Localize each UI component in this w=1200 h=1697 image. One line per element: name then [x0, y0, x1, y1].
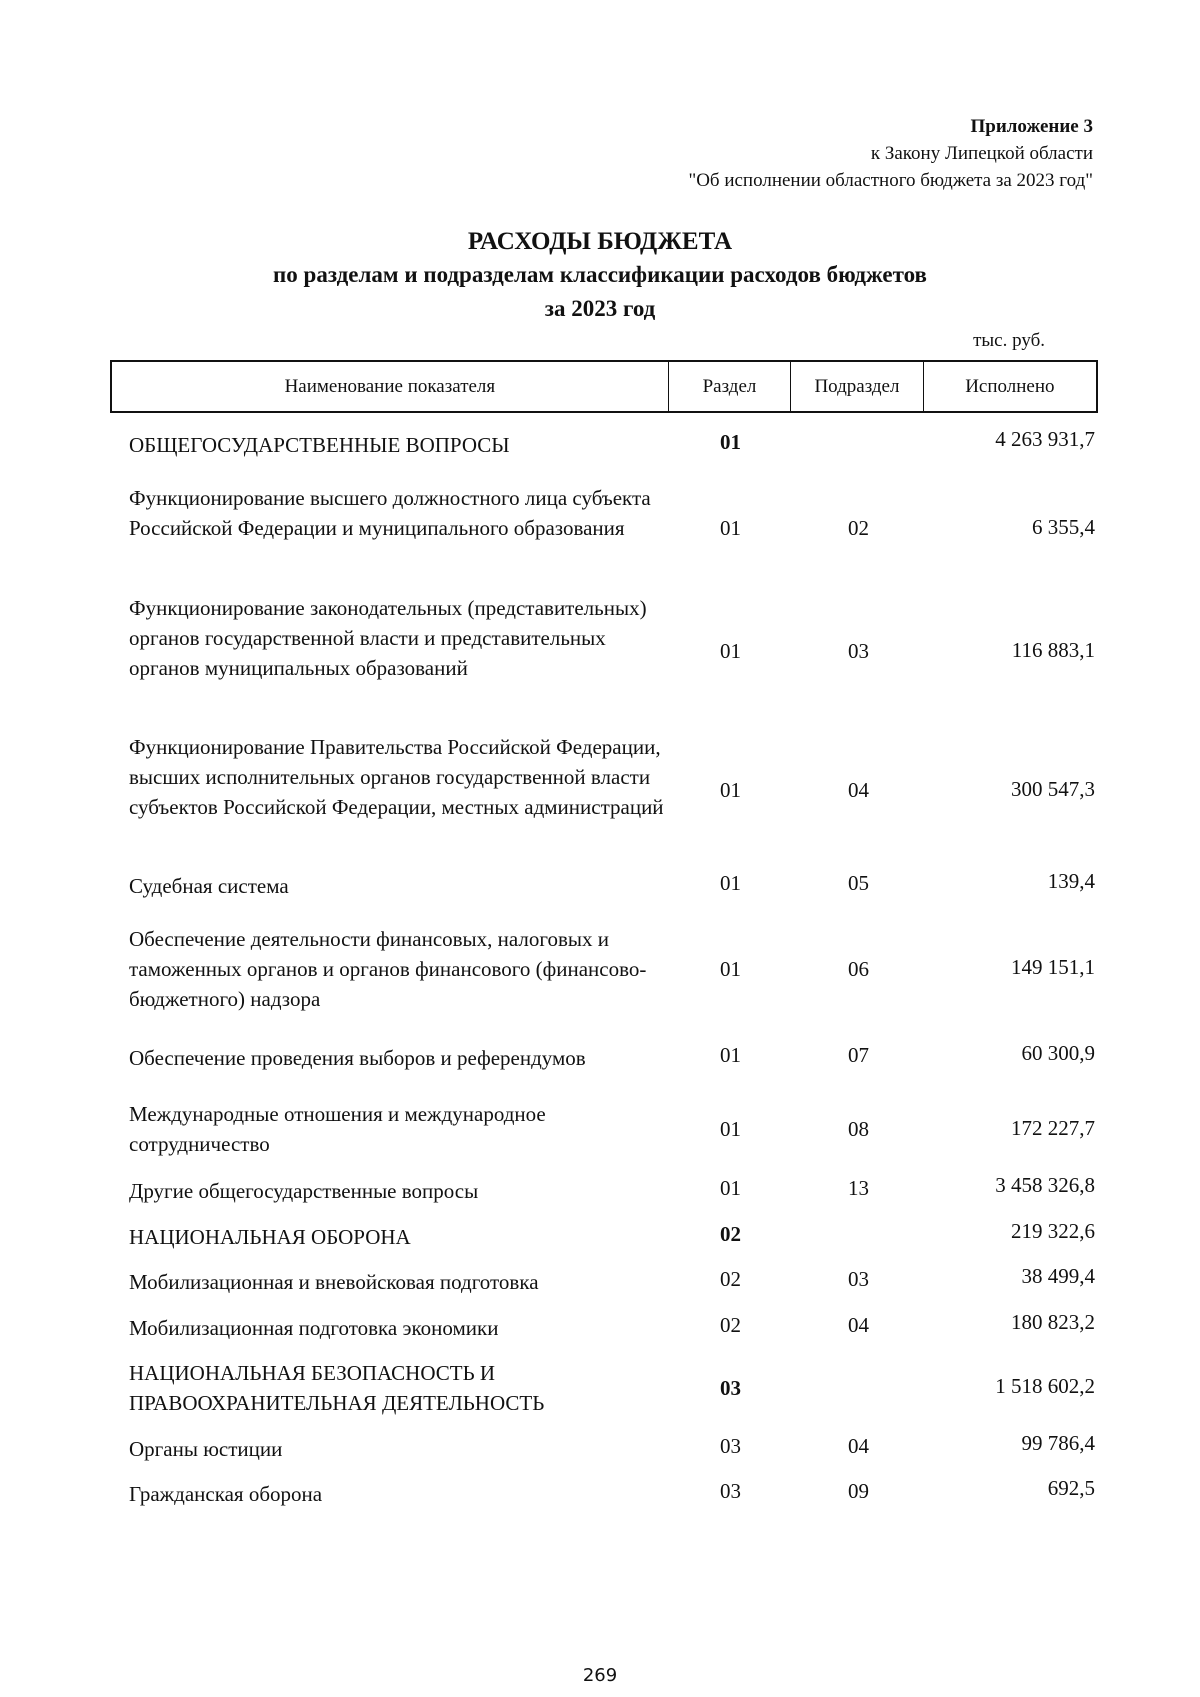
row-name: Органы юстиции [129, 1437, 283, 1461]
appendix-law: к Закону Липецкой области [870, 143, 1093, 164]
row-section: 02 [720, 1222, 741, 1246]
row-value: 99 786,4 [1021, 1431, 1095, 1455]
row-section: 01 [720, 516, 741, 540]
table-row [110, 1264, 1098, 1303]
table-row [110, 1043, 1098, 1079]
row-subsection: 13 [848, 1176, 869, 1200]
row-name: Функционирование законодательных (представительных) органов государственной власти и представительных органов муниципальных образований [129, 596, 647, 680]
row-name: Мобилизационная подготовка экономики [129, 1316, 499, 1340]
table-row [110, 1310, 1098, 1349]
row-name: Международные отношения и международное сотрудничество [129, 1102, 546, 1156]
row-section: 02 [720, 1267, 741, 1291]
row-value: 3 458 326,8 [995, 1173, 1095, 1197]
table-row [110, 924, 1098, 1016]
row-value: 1 518 602,2 [995, 1374, 1095, 1398]
row-value: 219 322,6 [1011, 1219, 1095, 1243]
row-value: 149 151,1 [1011, 955, 1095, 979]
table-row [110, 732, 1098, 854]
row-section: 01 [720, 1117, 741, 1141]
row-subsection: 04 [848, 778, 869, 802]
appendix-number: Приложение 3 [970, 116, 1093, 137]
row-value: 180 823,2 [1011, 1310, 1095, 1334]
row-section: 03 [720, 1434, 741, 1458]
header-subsection: Подраздел [791, 362, 923, 411]
row-name: Обеспечение проведения выборов и референдумов [129, 1046, 586, 1070]
row-name: Другие общегосударственные вопросы [129, 1179, 479, 1203]
title-line-1: РАСХОДЫ БЮДЖЕТА [467, 228, 733, 255]
row-section: 02 [720, 1313, 741, 1337]
row-value: 139,4 [1047, 869, 1095, 893]
row-subsection: 06 [848, 957, 869, 981]
row-section: 01 [720, 430, 741, 454]
table-row [110, 427, 1098, 470]
row-name: ОБЩЕГОСУДАРСТВЕННЫЕ ВОПРОСЫ [129, 433, 510, 457]
header-executed: Исполнено [965, 375, 1055, 397]
appendix-note [688, 113, 1093, 194]
title-line-3: за 2023 год [544, 296, 656, 321]
row-value: 300 547,3 [1011, 777, 1095, 801]
table-header [110, 360, 1098, 413]
row-name: НАЦИОНАЛЬНАЯ БЕЗОПАСНОСТЬ И ПРАВООХРАНИТЕЛЬНАЯ ДЕЯТЕЛЬНОСТЬ [129, 1361, 545, 1415]
table-row [110, 1099, 1098, 1161]
row-subsection: 08 [848, 1117, 869, 1141]
page-number: 269 [582, 1665, 618, 1686]
table-row [110, 1431, 1098, 1470]
row-subsection: 09 [848, 1479, 869, 1503]
row-section: 03 [720, 1376, 741, 1400]
row-name: Судебная система [129, 874, 289, 898]
table-row [110, 593, 1098, 715]
row-subsection: 07 [848, 1043, 869, 1067]
units-label: тыс. руб. [973, 330, 1045, 351]
row-section: 01 [720, 957, 741, 981]
title-line-2: по разделам и подразделам классификации расходов бюджетов [273, 262, 927, 287]
row-section: 01 [720, 1043, 741, 1067]
row-value: 60 300,9 [1021, 1041, 1095, 1065]
row-subsection: 05 [848, 871, 869, 895]
row-value: 692,5 [1047, 1476, 1095, 1500]
appendix-law-title: "Об исполнении областного бюджета за 2023 год" [688, 170, 1093, 191]
row-subsection: 02 [848, 516, 869, 540]
row-subsection: 04 [848, 1434, 869, 1458]
row-name: НАЦИОНАЛЬНАЯ ОБОРОНА [129, 1225, 411, 1249]
row-value: 38 499,4 [1021, 1264, 1095, 1288]
row-section: 01 [720, 778, 741, 802]
row-name: Обеспечение деятельности финансовых, налоговых и таможенных органов и органов финансового (финансово-бюджетного) надзора [129, 927, 647, 1011]
row-value: 4 263 931,7 [995, 427, 1095, 451]
document-title [0, 224, 1200, 326]
table-row [110, 1219, 1098, 1258]
row-section: 01 [720, 639, 741, 663]
row-name: Функционирование высшего должностного лица субъекта Российской Федерации и муниципального образования [129, 486, 651, 540]
row-name: Функционирование Правительства Российской Федерации, высших исполнительных органов государственной власти субъектов Российской Федерации, местных администраций [129, 735, 664, 819]
row-name: Мобилизационная и вневойсковая подготовка [129, 1270, 539, 1294]
table-row [110, 1173, 1098, 1212]
row-value: 6 355,4 [1032, 515, 1095, 539]
row-section: 01 [720, 871, 741, 895]
header-section: Раздел [669, 362, 792, 411]
table-row [110, 1476, 1098, 1515]
row-subsection: 03 [848, 639, 869, 663]
table-row [110, 483, 1098, 575]
row-section: 03 [720, 1479, 741, 1503]
row-name: Гражданская оборона [129, 1482, 323, 1506]
header-name: Наименование показателя [112, 362, 669, 411]
table-row [110, 1358, 1098, 1420]
table-row [110, 871, 1098, 907]
row-value: 116 883,1 [1011, 638, 1095, 662]
row-subsection: 03 [848, 1267, 869, 1291]
row-value: 172 227,7 [1011, 1116, 1095, 1140]
row-section: 01 [720, 1176, 741, 1200]
row-subsection: 04 [848, 1313, 869, 1337]
